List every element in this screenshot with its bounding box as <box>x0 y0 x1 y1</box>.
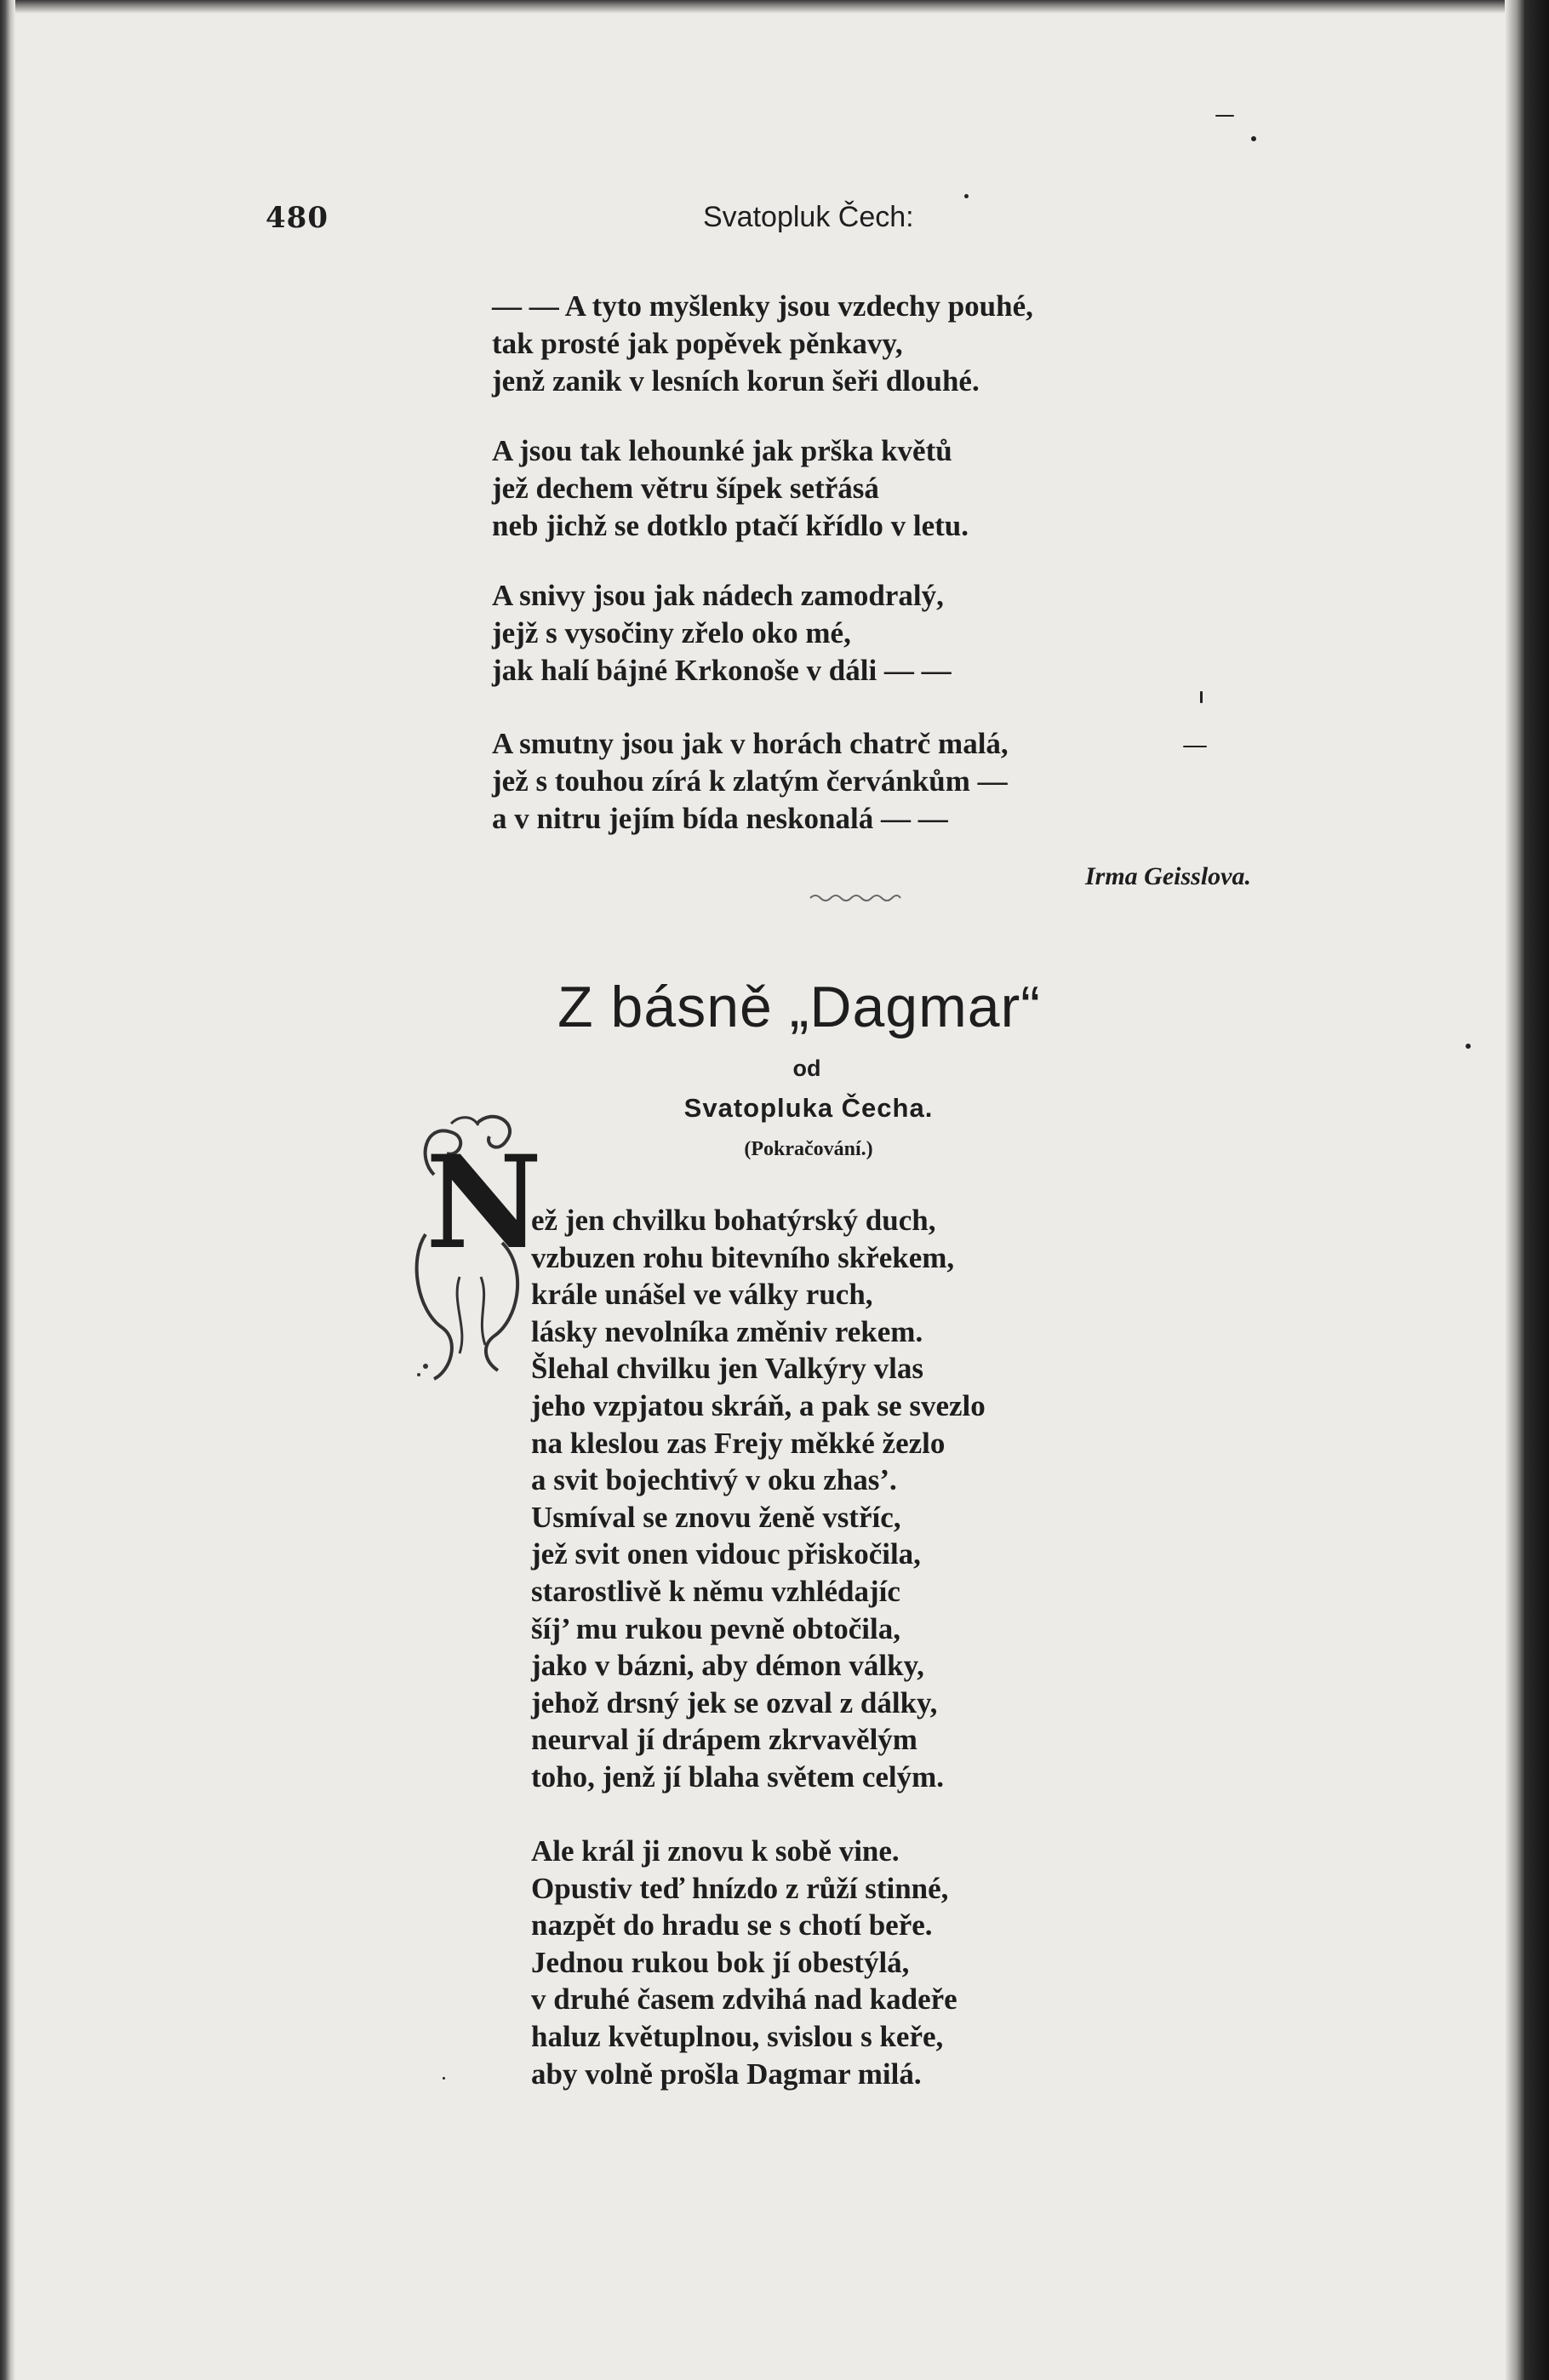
stanza-line: neb jichž se dotklo ptačí křídlo v letu. <box>492 509 969 542</box>
stanza-4 <box>492 725 1009 838</box>
stanza-3 <box>492 577 952 689</box>
print-speck <box>1183 746 1207 747</box>
stanza-line: jejž s vysočiny zřelo oko mé, <box>492 616 851 649</box>
stanza-line: — — A tyto myšlenky jsou vzdechy pouhé, <box>492 289 1033 323</box>
stanza-line: jak halí bájné Krkonoše v dáli — — <box>492 654 952 687</box>
wavy-divider-ornament <box>809 891 902 905</box>
poem-line: Usmíval se znovu ženě vstříc, <box>531 1500 901 1534</box>
print-speck <box>1200 691 1203 703</box>
initial-letter: N <box>426 1128 543 1278</box>
print-speck <box>1215 115 1234 117</box>
continuation-note: (Pokračování.) <box>744 1138 873 1160</box>
article-title: Z básně „Dagmar“ <box>557 975 1041 1039</box>
stanza-line: A snivy jsou jak nádech zamodralý, <box>492 579 944 612</box>
poem-line: v druhé časem zdvihá nad kadeře <box>531 1982 957 2017</box>
poem-line: šíj’ mu rukou pevně obtočila, <box>531 1611 900 1645</box>
poem-line: jež svit onen vidouc přiskočila, <box>531 1537 921 1571</box>
stanza-line: tak prosté jak popěvek pěnkavy, <box>492 327 903 360</box>
poem-line: na kleslou zas Frejy měkké žezlo <box>531 1426 946 1460</box>
print-speck <box>443 2077 445 2080</box>
poem-line: starostlivě k němu vzhlédajíc <box>531 1574 900 1608</box>
decorative-initial-icon <box>400 1107 545 1396</box>
stanza-2 <box>492 432 969 545</box>
poem-line: Ale král ji znovu k sobě vine. <box>531 1834 900 1868</box>
poem-line: lásky nevolníka změniv rekem. <box>531 1314 923 1348</box>
poem-line: neurval jí drápem zkrvavělým <box>531 1723 917 1757</box>
stanza-line: jenž zanik v lesních korun šeři dlouhé. <box>492 364 980 398</box>
stanza-line: jež s touhou zírá k zlatým červánkům — <box>492 764 1008 798</box>
byline-author: Svatopluka Čecha. <box>683 1093 934 1123</box>
poem-line: a svit bojechtivý v oku zhas’. <box>531 1463 897 1497</box>
print-speck <box>1251 136 1256 141</box>
poem-line: jako v bázni, aby démon války, <box>531 1649 924 1683</box>
stanza-line: A smutny jsou jak v horách chatrč malá, <box>492 727 1009 760</box>
poem-line: vzbuzen rohu bitevního skřekem, <box>531 1240 955 1274</box>
page-right-edge <box>1505 0 1549 2380</box>
poem-line: toho, jenž jí blaha světem celým. <box>531 1759 945 1794</box>
stanza-gap <box>531 1796 986 1834</box>
page-top-shadow <box>0 0 1549 14</box>
poem-line: Opustiv teď hnízdo z růží stinné, <box>531 1871 949 1905</box>
poem-line: nazpět do hradu se s chotí beře. <box>531 1908 933 1942</box>
poem-signature: Irma Geisslova. <box>1085 862 1251 890</box>
dagmar-poem <box>531 1202 986 2092</box>
page-left-edge <box>0 0 15 2380</box>
print-speck <box>1466 1044 1471 1049</box>
running-head: Svatopluk Čech: <box>703 201 914 233</box>
stanza-line: A jsou tak lehounké jak prška květů <box>492 434 952 467</box>
poem-line: aby volně prošla Dagmar milá. <box>531 2057 922 2091</box>
poem-line: Šlehal chvilku jen Valkýry vlas <box>531 1352 923 1386</box>
poem-line: ež jen chvilku bohatýrský duch, <box>531 1204 936 1237</box>
poem-line: krále unášel ve války ruch, <box>531 1278 873 1312</box>
poem-line: jeho vzpjatou skráň, a pak se svezlo <box>531 1388 986 1422</box>
stanza-line: jež dechem větru šípek setřásá <box>492 472 879 505</box>
poem-line: haluz květuplnou, svislou s keře, <box>531 2020 944 2054</box>
print-speck <box>964 194 969 198</box>
poem-line: jehož drsný jek se ozval z dálky, <box>531 1685 938 1719</box>
byline-od: od <box>792 1056 821 1081</box>
poem-line: Jednou rukou bok jí obestýlá, <box>531 1945 910 1979</box>
stanza-line: a v nitru jejím bída neskonalá — — <box>492 802 948 835</box>
stanza-1 <box>492 288 1033 400</box>
page-number: 480 <box>266 201 329 235</box>
